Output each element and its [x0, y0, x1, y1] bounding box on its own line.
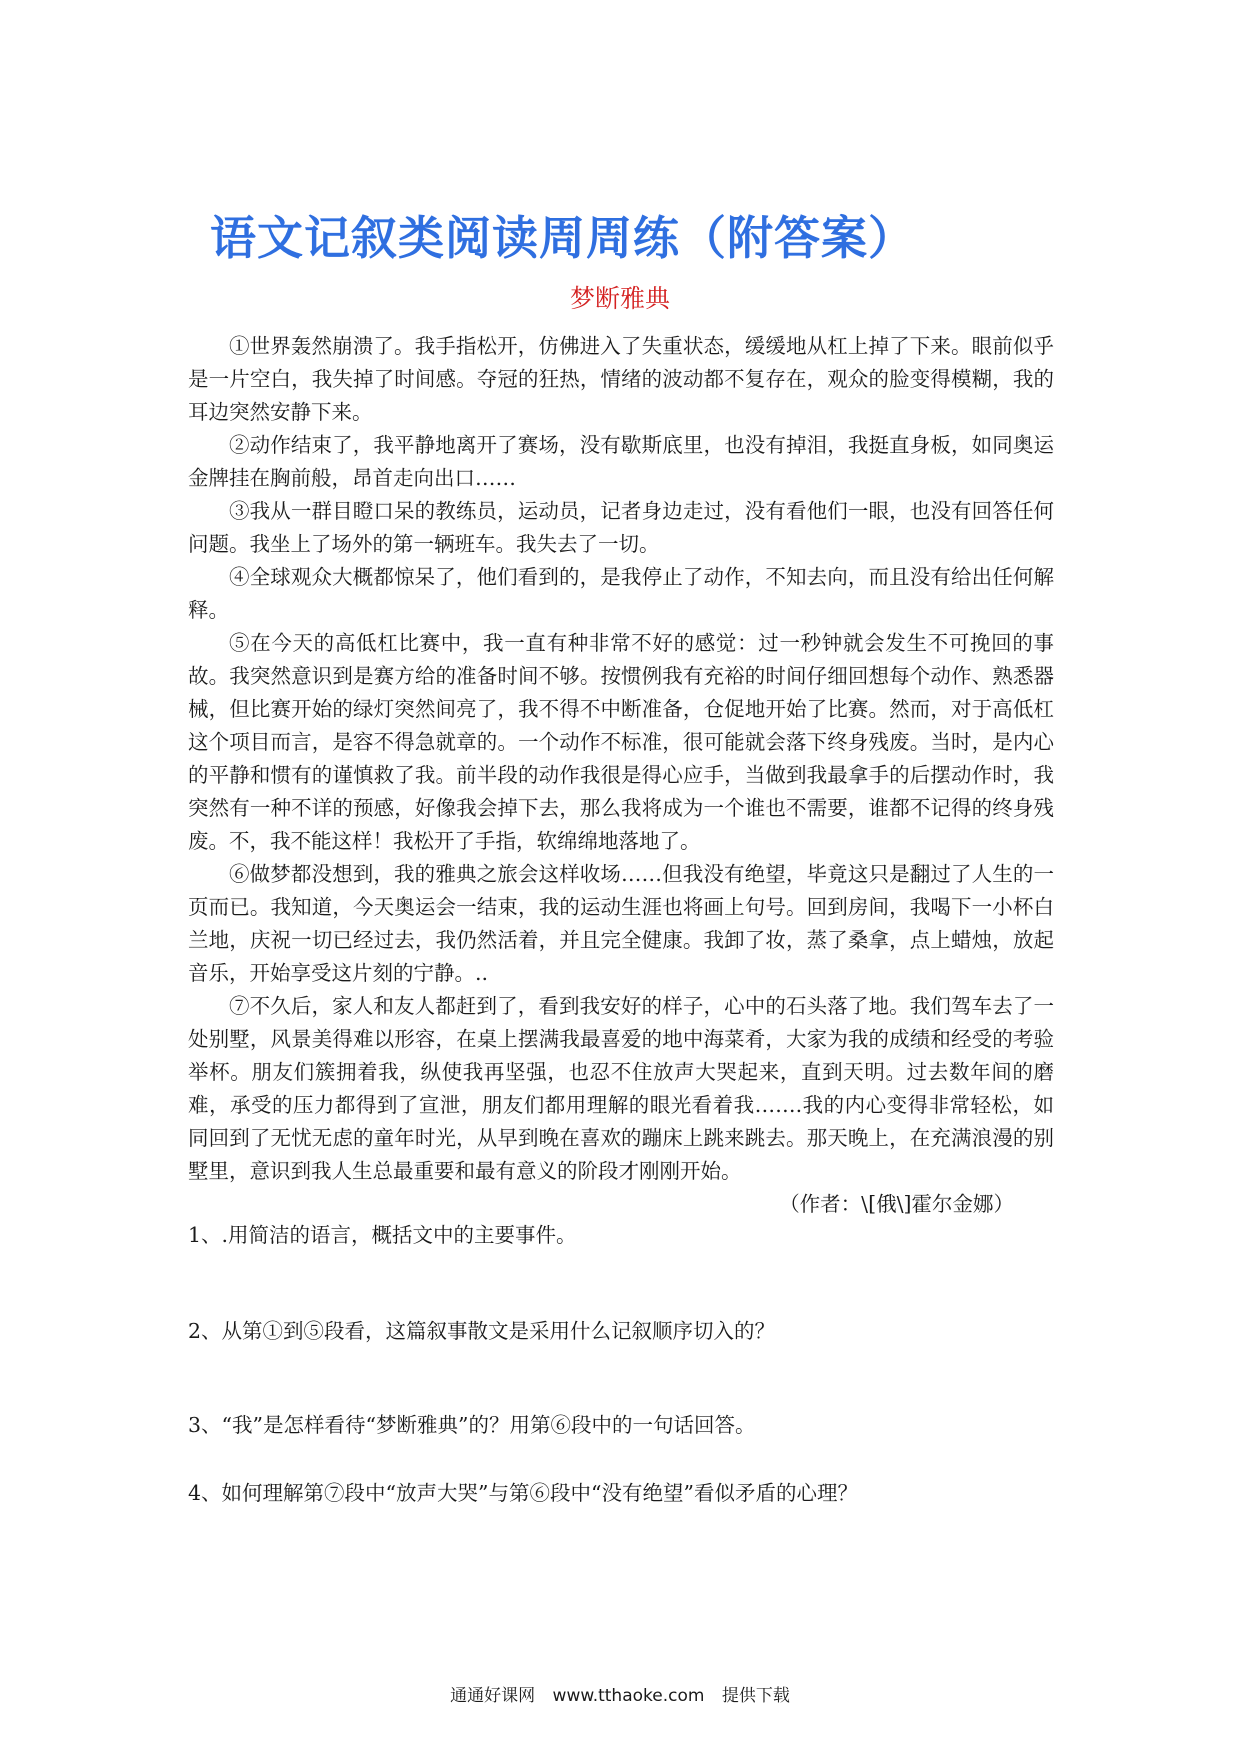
footer-url[interactable]: www.tthaoke.com — [552, 1686, 705, 1706]
question-3: 3、“我”是怎样看待“梦断雅典”的？用第⑥段中的一句话回答。 — [188, 1413, 756, 1437]
question-2: 2、从第①到⑤段看，这篇叙事散文是采用什么记叙顺序切入的？ — [188, 1319, 776, 1343]
paragraph-4: ④全球观众大概都惊呆了，他们看到的，是我停止了动作，不知去向，而且没有给出任何解释。 — [188, 565, 1054, 622]
paragraph-1: ①世界轰然崩溃了。我手指松开，仿佛进入了失重状态，缓缓地从杠上掉了下来。眼前似乎是一片空白，我失掉了时间感。夺冠的狂热，情绪的波动都不复存在，观众的脸变得模糊，我的耳边突然安静下来。 — [188, 334, 1054, 424]
article-title — [0, 282, 1240, 316]
author-line: （作者：\[俄\]霍尔金娜） — [779, 1192, 1014, 1216]
paragraph-6: ⑥做梦都没想到，我的雅典之旅会这样收场……但我没有绝望，毕竟这只是翻过了人生的一页而已。我知道，今天奥运会一结束，我的运动生涯也将画上句号。回到房间，我喝下一小杯白兰地，庆祝一切已经过去，我仍然活着，并且完全健康。我卸了妆，蒸了桑拿，点上蜡烛，放起音乐，开始享受这片刻的宁静。.. — [188, 862, 1054, 985]
article-title-text: 梦断雅典 — [569, 284, 670, 313]
footer-note: 提供下载 — [721, 1686, 790, 1706]
paragraph-7: ⑦不久后，家人和友人都赶到了，看到我安好的样子，心中的石头落了地。我们驾车去了一处别墅，风景美得难以形容，在桌上摆满我最喜爱的地中海菜肴，大家为我的成绩和经受的考验举杯。朋友们簇拥着我，纵使我再坚强，也忍不住放声大哭起来，直到天明。过去数年间的磨难，承受的压力都得到了宣泄，朋友们都用理解的眼光看着我…….我的内心变得非常轻松，如同回到了无忧无虑的童年时光，从早到晚在喜欢的蹦床上跳来跳去。那天晚上，在充满浪漫的别墅里，意识到我人生总最重要和最有意义的阶段才刚刚开始。 — [188, 994, 1054, 1183]
paragraph-5: ⑤在今天的高低杠比赛中，我一直有种非常不好的感觉：过一秒钟就会发生不可挽回的事故。我突然意识到是赛方给的准备时间不够。按惯例我有充裕的时间仔细回想每个动作、熟悉器械，但比赛开始的绿灯突然间亮了，我不得不中断准备，仓促地开始了比赛。然而，对于高低杠这个项目而言，是容不得急就章的。一个动作不标准，很可能就会落下终身残废。当时，是内心的平静和惯有的谨慎救了我。前半段的动作我很是得心应手，当做到我最拿手的后摆动作时，我突然有一种不详的预感，好像我会掉下去，那么我将成为一个谁也不需要，谁都不记得的终身残废。不，我不能这样！我松开了手指，软绵绵地落地了。 — [188, 631, 1054, 853]
paragraph-2: ②动作结束了，我平静地离开了赛场，没有歇斯底里，也没有掉泪，我挺直身板，如同奥运金牌挂在胸前般，昂首走向出口…… — [188, 433, 1054, 490]
paragraph-3: ③我从一群目瞪口呆的教练员，运动员，记者身边走过，没有看他们一眼，也没有回答任何问题。我坐上了场外的第一辆班车。我失去了一切。 — [188, 499, 1054, 556]
document-title: 语文记叙类阅读周周练（附答案） — [210, 211, 915, 265]
article-body — [188, 330, 1054, 1221]
question-1: 1、.用简洁的语言，概括文中的主要事件。 — [188, 1223, 577, 1247]
question-4: 4、如何理解第⑦段中“放声大哭”与第⑥段中“没有绝望”看似矛盾的心理？ — [188, 1481, 858, 1505]
page-footer — [0, 1684, 1240, 1708]
footer-site-name: 通通好课网 — [450, 1686, 536, 1706]
